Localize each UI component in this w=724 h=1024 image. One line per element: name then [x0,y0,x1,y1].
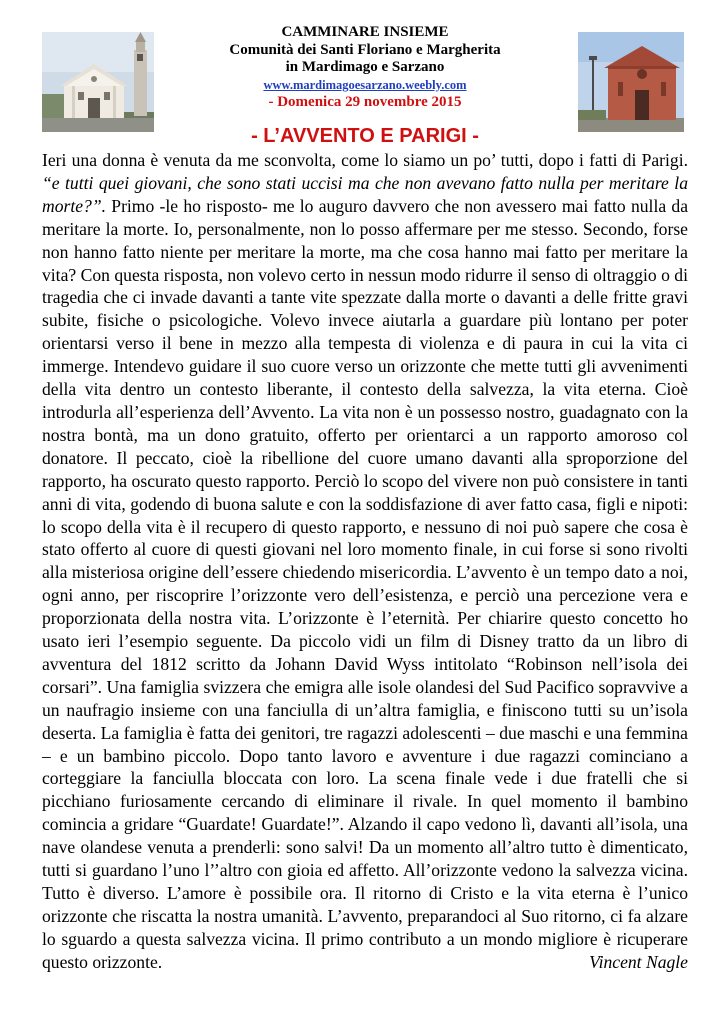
author-signature: Vincent Nagle [589,951,688,972]
article-quote: “e tutti quei giovani, che sono stati uccisi ma che non avevano fatto nulla per meritare la morte?”. [42,172,688,216]
article-title: - L’AVVENTO E PARIGI - [251,125,479,147]
article-body [42,149,688,974]
website-link[interactable]: www.mardimagoesarzano.weebly.com [263,77,467,92]
church-photo-left [42,32,154,132]
church-photo-right [578,32,684,132]
community-name-line1: Comunità dei Santi Floriano e Margherita [229,41,501,58]
community-name-line2: in Mardimago e Sarzano [285,59,445,75]
newsletter-header [160,24,570,111]
article-intro: Ieri una donna è venuta da me sconvolta, come lo siamo un po’ tutti, dopo i fatti di Parigi. [42,150,688,170]
issue-date: - Domenica 29 novembre 2015 [268,93,462,110]
article-text: Primo -le ho risposto- me lo auguro davvero che non avessero mai fatto nulla da meritare la morte. Io, personalmente, non lo posso affermare per me stesso. Secondo, forse non hanno fatto niente per meritare la morte, ma che cosa hanno mai fatto per meritare la vita? Con questa risposta, non volevo certo in nessun modo ridurre il senso di oltraggio o di tragedia che ci invade davanti a tante vite spezzate dalla morte o davanti a delle fritte gravi subite, fisiche o psicologiche. Volevo invece aiutarla a guardare più lontano per poter orientarsi verso il bene in mezzo alla tempesta di violenza e di paura in cui la vita ci immerge. Intendevo guidare il suo cuore verso un orizzonte che mette tutti gli avvenimenti della vita dentro un contesto liberante, il contesto della salvezza, la vita eterna. Cioè introdurla all’esperienza dell’Avvento. La vita non è un possesso nostro, guadagnato con la nostra bontà, ma un dono gratuito, offerto per orientarci a un rapporto amoroso col donatore. Il peccato, cioè la ribellione del cuore umano davanti alla sproporzione del rapporto, ha oscurato questo rapporto. Perciò lo scopo del vivere non può consistere in tanti anni di vita, godendo di buona salute e con la soddisfazione di aver fatto casa, figli e nipoti: lo scopo della vita è il recupero di questo rapporto, e nessuno di noi può sapere che cosa è stato offerto al cuore di questi giovani nel loro momento finale, in cui forse si sono rivolti alla misteriosa origine dell’essere chiedendo misericordia. L’avvento è un tempo dato a noi, ogni anno, per riscoprire l’orizzonte vero dell’esistenza, e perciò una percezione vera e proporzionata della nostra vita. L’orizzonte è l’eternità. Per chiarire questo concetto ho usato ieri l’esempio seguente. Da piccolo vidi un film di Disney tratto da un libro di avventura del 1812 scritto da Johann David Wyss intitolato “Robinson nell’isola dei corsari”. Una famiglia svizzera che emigra alle isole olandesi del Sud Pacifico sopravvive a un naufragio insieme con una fanciulla di un’altra famiglia, e finiscono tutti su un’isola deserta. La famiglia è fatta dei genitori, tre ragazzi adolescenti – due maschi e una femmina – e un bambino piccolo. Dopo tanto lavoro e avventure i due ragazzi cominciano a corteggiare la fanciulla bloccata con loro. La scena finale vede i due fratelli che si picchiano furiosamente cercando di eliminare il rivale. In quel momento il bambino comincia a gridare “Guardate! Guardate!”. Alzando il capo vedono lì, davanti all’isola, una nave olandese venuta a prenderli: sono salvi! Da un momento all’altro tutto è dimenticato, tutti si guardano l’uno l’’altro con gioia ed affetto. All’orizzonte vedono la salvezza vicina. Tutto è diverso. L’amore è possibile ora. Il ritorno di Cristo e la vita eterna è l’unico orizzonte che riscatta la nostra umanità. L’avvento, preparandoci al Suo ritorno, ci fa alzare lo sguardo a questa salvezza vicina. Il primo contributo a un mondo migliore è ricuperare questo orizzonte. [42,195,688,972]
newsletter-title: CAMMINARE INSIEME [281,24,449,40]
